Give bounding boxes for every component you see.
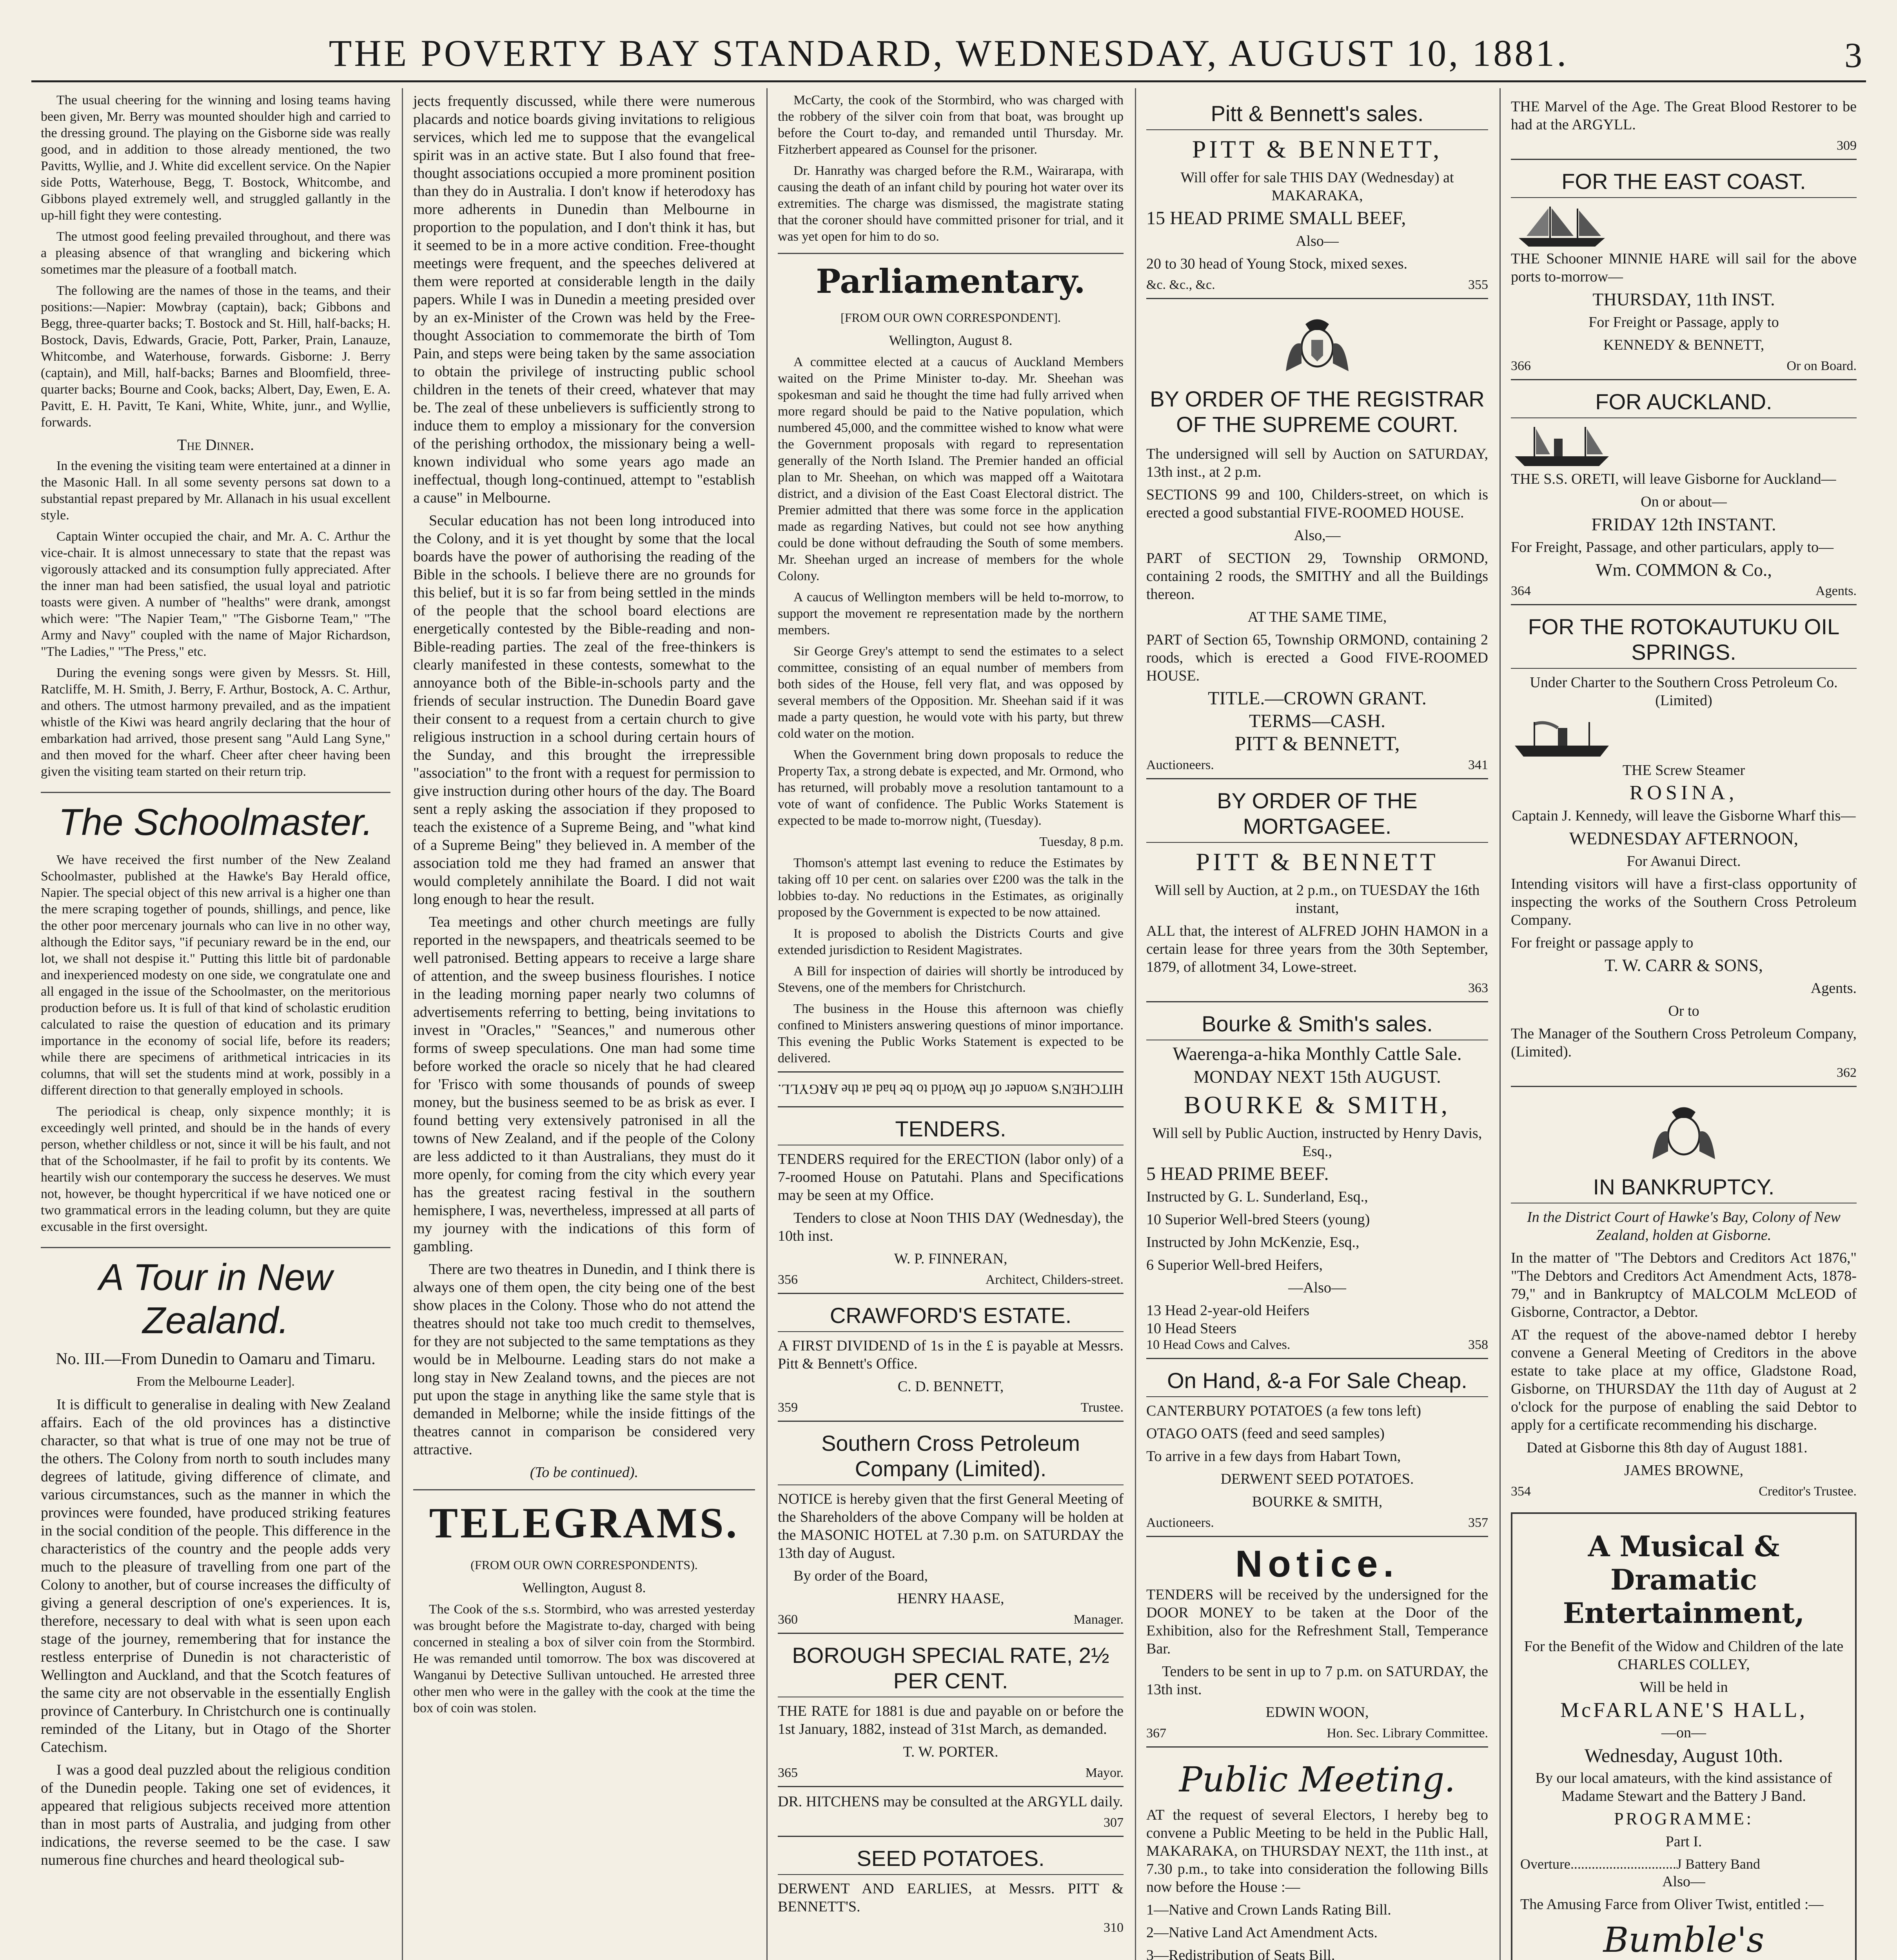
ad-number: 366 [1511, 359, 1531, 373]
registrar-sale-ad [1146, 298, 1488, 778]
ad-text: For the Benefit of the Widow and Children of the late CHARLES COLLEY, [1524, 1638, 1844, 1673]
firm-name: KENNEDY & BENNETT, [1603, 337, 1764, 353]
ad-text: Captain J. Kennedy, will leave the Gisborne Wharf this— [1512, 808, 1856, 824]
column-2 [404, 88, 764, 1960]
ad-text: A FIRST DIVIDEND of 1s in the £ is payable at Messrs. Pitt & Bennett's Office. [778, 1338, 1124, 1372]
masthead-rule [31, 80, 1866, 82]
dinner-paragraph: Captain Winter occupied the chair, and Mr. A. C. Arthur the vice-chair. It is almost unnecessary to state that the repast was vigorously attacked and its consumption fully appreciated. After the inner man had been satisfied, the usual loyal and patriotic toasts were given. A number of "healths" were drank, amongst which were: "The Napier Team," "The Gisborne Team," "The Army and Navy" coupled with the name of Major Richardson, "The Ladies," "The Press," etc. [41, 529, 390, 659]
ad-text: TITLE.—CROWN GRANT. [1208, 688, 1427, 709]
ad-number: 357 [1468, 1515, 1488, 1530]
ad-text: By our local amateurs, with the kind assistance of Madame Stewart and the Battery J Band. [1535, 1770, 1832, 1804]
venue-name: McFARLANE'S HALL, [1560, 1698, 1807, 1722]
ad-text: PART of Section 65, Township ORMOND, containing 2 roods, which is erected a Good FIVE-ROOMED HOUSE. [1146, 632, 1488, 684]
mortgagee-sale-ad [1146, 778, 1488, 1001]
ad-text: MONDAY NEXT 15th AUGUST. [1193, 1067, 1441, 1087]
telegram-paragraph: The Cook of the s.s. Stormbird, who was arrested yesterday was brought before the Magistrate to-day, charged with being concerned in stealing a box of silver coin from the Stormbird. He was remanded until tomorrow. The box was discovered at Wanganui by Detective Sullivan untouched. He arrested three other men who were in the galley with the cook at the time the box of coin was stolen. [413, 1602, 755, 1715]
ad-text: On or about— [1641, 494, 1727, 510]
dinner-paragraph: During the evening songs were given by Messrs. St. Hill, Ratcliffe, M. H. Smith, J. Berry, F. Arthur, Bostock, A. C. Arthur, and others. The utmost harmony prevailed, and as the impatient whistle of the Kiwi was heard angrily declaring that the hour of embarkation had arrived, those present sang "Auld Lang Syne," and then moved for the wharf. Cheer after cheer having been given the visiting team started on their return trip. [41, 666, 390, 779]
ad-text: Will be held in [1639, 1679, 1728, 1695]
team-names-paragraph: The following are the names of those in the teams, and their positions:—Napier: Mowbray (captain), back; Gibbons and Begg, three-quarter backs; T. Bostock and St. Hill, half-backs; H. Bostock, Davis, Edwards, Gracie, Pott, Parker, Prain, Lanauze, Whitcombe, and Waterhouse, forwards. Gisborne: J. Berry (captain), and Mill, half-backs; Barnes and Bloomfield, three-quarter backs; Bourne and Cook, backs; Albert, Day, Ewen, E. A. Pavitt, E. H. Pavitt, Te Kani, White, White, junr., and Wyllie, forwards. [41, 283, 390, 430]
column-3 [768, 88, 1133, 1960]
ad-text: Dated at Gisborne this 8th day of August 1881. [1527, 1439, 1808, 1456]
telegrams-dateline: Wellington, August 8. [522, 1580, 646, 1595]
ad-heading: Southern Cross Petroleum Company (Limited). [778, 1427, 1124, 1485]
parliamentary-paragraph: Sir George Grey's attempt to send the estimates to a select committee, consisting of an equal number of members from both sides of the House, fell very flat, and was opposed by several members of the Opposition. Mr. Sheehan said if it was made a party question, he would vote with his party, but threw cold water on the motion. [778, 644, 1124, 741]
ad-number: 356 [778, 1272, 798, 1287]
ad-text: WEDNESDAY AFTERNOON, [1569, 828, 1799, 848]
telegrams-heading: TELEGRAMS. [413, 1489, 755, 1548]
ad-number: 365 [778, 1766, 798, 1780]
ad-text: For Awanui Direct. [1627, 853, 1741, 869]
ad-number: 362 [1837, 1065, 1857, 1080]
ad-text: Instructed by G. L. Sunderland, Esq., [1146, 1189, 1368, 1205]
parliamentary-paragraph: A Bill for inspection of dairies will shortly be introduced by Stevens, one of the members for Christchurch. [778, 964, 1124, 995]
ad-number: 367 [1146, 1726, 1166, 1740]
ad-text: AT THE SAME TIME, [1247, 609, 1387, 625]
column-divider [1135, 88, 1136, 1960]
ad-role: Trustee. [1080, 1400, 1124, 1415]
programme-heading: PROGRAMME: [1614, 1809, 1754, 1828]
ad-heading: FOR THE EAST COAST. [1511, 165, 1857, 198]
royal-crest-icon [1278, 312, 1356, 375]
tour-paragraph: Secular education has not been long introduced into the Colony, and it is yet thought by some that the local boards have the power of authorising the reading of the Bible in the schools. I believe there are no grounds for this belief, but it is so far from being settled in the minds of the people that the school board elections are energetically contested by the Bible-reading and non-Bible-reading parties. The zeal of the free-thinkers is clearly manifested in these contests, somewhat to the annoyance both of the Bible-in-schools party and the friends of secular instruction. The Dunedin Board gave their consent to a request from a certain church to give religious instruction in a school during certain hours of the Sunday, and this brought the irrepressible "association" to the front with a request for permission to give instruction during other hours of the day. The Board sent a reply asking the association if they proposed to teach the existence of a Supreme Being, and "what kind of a Supreme Being" they believed in. A member of the association told me they had framed an answer that would completely annihilate the Board. I did not wait long enough to hear the result. [413, 512, 755, 907]
ad-text: OTAGO OATS (feed and seed samples) [1146, 1425, 1385, 1442]
hitchens-ad [778, 1786, 1124, 1836]
ad-text: PART of SECTION 29, Township ORMOND, containing 2 roods, the SMITHY and all the Buildings thereon. [1146, 550, 1488, 603]
parliamentary-subheading: [FROM OUR OWN CORRESPONDENT]. [840, 310, 1061, 325]
ad-text: Waerenga-a-hika Monthly Cattle Sale. [1173, 1044, 1462, 1064]
continued-note: (To be continued). [530, 1464, 639, 1481]
ad-text: TENDERS required for the ERECTION (labor only) of a 7-roomed House on Patutahi. Plans and Specifications may be seen at my Office. [778, 1151, 1124, 1203]
tour-heading: A Tour in New Zealand. [41, 1247, 390, 1342]
ad-text: For Freight or Passage, apply to [1588, 314, 1779, 330]
firm-name: BOURKE & SMITH, [1252, 1494, 1383, 1510]
seed-potatoes-ad [778, 1836, 1124, 1941]
ad-heading: BY ORDER OF THE MORTGAGEE. [1146, 785, 1488, 843]
screw-steamer-icon [1511, 714, 1613, 761]
ad-number: 309 [1837, 138, 1857, 153]
ad-text: In the matter of "The Debtors and Creditors Act 1876," "The Debtors and Creditors Act Amendment Acts, 1878-79," and in Bankruptcy of MALCOLM McLEOD of Gisborne, Contractor, a Debtor. [1511, 1250, 1857, 1320]
ad-text: AT the request of the above-named debtor I hereby convene a General Meeting of Creditors in the above estate to take place at my office, Gladstone Road, Gisborne, on THURSDAY the 11th day of August at 2 o'clock for the purpose of enabling the said Debtor to apply for a certificate recommending his discharge. [1511, 1327, 1857, 1433]
column-5 [1501, 88, 1866, 1960]
marvel-ad [1511, 92, 1857, 159]
pitt-bennett-sale-ad [1146, 92, 1488, 298]
parliamentary-paragraph: It is proposed to abolish the Districts Courts and give extended jurisdiction to Resident Magistrates. [778, 926, 1124, 957]
ad-role: Or on Board. [1786, 359, 1857, 373]
ad-text: AT the request of several Electors, I hereby beg to convene a Public Meeting to be held in the Public Hall, MAKARAKA, on THURSDAY NEXT, the 11th inst., at 7.30 p.m., to take into consideration the following Bills now before the House :— [1146, 1807, 1488, 1895]
farce-title: Bumble's [1603, 1920, 1764, 1960]
tour-paragraph: jects frequently discussed, while there were numerous placards and notice boards giving invitations to religious services, which led me to suppose that the evangelical spirit was in an active state. But I also found that free-thought associations occupied a more prominent position than they do in Australia. I don't know if heterodoxy has more adherents in Dunedin than Melbourne in proportion to the population, and I don't think it has, but it seemed to be in a more active condition. Free-thought meetings were frequent, and the speeches delivered at them were reported at considerable length in the daily papers. While I was in Dunedin a meeting presided over by an ex-Minister of the Crown was held by the Free-thought Association to commemorate the birth of Tom Pain, and steps were being taken by the same association to obtain the privilege of instructing public school children in the tenets of their creed, whatever that may be. The zeal of these unbelievers is sufficiently strong to induce them to employ a missionary for the conversion of the perishing orthodox, the missionary being a well-known individual who some years ago made an ineffectual, though long-continued, attempt to "establish a cause" in Melbourne. [413, 93, 755, 506]
hitchens-inverted-ad [778, 1071, 1124, 1106]
southern-cross-ad [778, 1421, 1124, 1633]
auckland-shipping-ad [1511, 379, 1857, 604]
tenders-ad [778, 1106, 1124, 1293]
ad-role: Creditor's Trustee. [1759, 1484, 1857, 1499]
schoolmaster-paragraph: We have received the first number of the New Zealand Schoolmaster, published at the Hawke's Bay Herald office, Napier. The special object of this new arrival is a higher one than the mere scraping together of pounds, shillings, and pence, like the other poor mercenary journals who can live in no other way, although the Editor says, "if pecuniary reward be in the end, our lot, we shall not despise it." Putting this little bit of pardonable and inexperienced modesty on one side, we congratulate one and all engaged in the issue of the Schoolmaster, on the meritorious production before us. It is full of that kind of scholastic erudition calculated to raise the question of education and its primary importance in the economy of social life, before its readers; while there are specimens of arithmetical intricacies in its columns, that will set the students mind at work, possibly in a different direction to that generally employed in schools. [41, 853, 390, 1098]
ship-name: ROSINA, [1629, 782, 1738, 804]
ad-heading: FOR AUCKLAND. [1511, 386, 1857, 418]
ad-text: 15 HEAD PRIME SMALL BEEF, [1146, 208, 1406, 229]
telegram-paragraph: McCarty, the cook of the Stormbird, who was charged with the robbery of the silver coin from that boat, was brought up before the Court to-day, and remanded until Thursday. Mr. Fitzherbert appeared as Counsel for the prisoner. [778, 93, 1124, 157]
programme-part: Part I. [1665, 1833, 1702, 1850]
ad-heading: On Hand, &-a For Sale Cheap. [1146, 1365, 1488, 1397]
firm-name: Wm. COMMON & Co., [1596, 560, 1772, 580]
ad-text: Also— [1662, 1873, 1705, 1890]
public-meeting-ad [1146, 1746, 1488, 1960]
ad-signature: JAMES BROWNE, [1624, 1462, 1744, 1479]
ad-text: 2—Native Land Act Amendment Acts. [1146, 1924, 1378, 1941]
ad-number: 354 [1511, 1484, 1531, 1499]
schoolmaster-paragraph: The periodical is cheap, only sixpence monthly; it is exceedingly well printed, and should be in the hands of every person, whether childless or not, since it will be his fault, and not that of the Schoolmaster, if he fail to profit by its contents. We heartily wish our contemporary the success he deserves. We must not, however, be thought hypercritical if we have noticed one or two grammatical errors in the leading column, but they are quite excusable in the first oversight. [41, 1104, 390, 1234]
ad-role: Agents. [1815, 584, 1857, 598]
ad-text: Also,— [1294, 527, 1341, 544]
ad-text: The undersigned will sell by Auction on SATURDAY, 13th inst., at 2 p.m. [1146, 446, 1488, 480]
parliamentary-paragraph: A caucus of Wellington members will be held to-morrow, to support the movement re representation made by the northern members. [778, 590, 1124, 637]
ad-text: THE RATE for 1881 is due and payable on or before the 1st January, 1882, instead of 31st March, as demanded. [778, 1703, 1124, 1737]
ad-text: —Also— [1288, 1279, 1346, 1296]
ad-text: Or to [1668, 1003, 1699, 1019]
ad-text: Also— [1296, 233, 1339, 249]
ad-signature: T. W. PORTER. [903, 1744, 998, 1760]
ad-text: CANTERBURY POTATOES (a few tons left) [1146, 1403, 1421, 1419]
tour-paragraph: It is difficult to generalise in dealing with New Zealand affairs. Each of the old provinces has a distinctive character, so that what is true of one may not be true of the others. The Colony from north to south includes many degrees of latitude, giving difference of climate, and various circumstances, such as the manner in which the provinces were founded, have produced striking features in the social condition of the people. This difference in the characteristics of the country and the people adds very much to the pleasure of travelling from one part of the Colony to another, but of course increases the difficulty of giving a general description of one's experiences. It is, therefore, necessary to deal with what is seen upon each stage of the journey, remembering that for instance the restless enterprise of Dunedin is not characteristic of Wellington and Auckland, and that the Scotch features of the same city are not observable in the essentially English province of Canterbury. In Christchurch one is continually reminded of the Litany, but in Otago of the Shorter Catechism. [41, 1396, 390, 1755]
ad-text: &c. &c., &c. [1146, 278, 1215, 292]
parliamentary-paragraph: When the Government bring down proposals to reduce the Property Tax, a strong debate is expected, and Mr. Ormond, who has returned, will probably move a resolution tantamount to a vote of want of confidence. The Public Works Statement is expected to be made to-morrow night, (Tuesday). [778, 748, 1124, 828]
ad-signature: HENRY HAASE, [897, 1590, 1004, 1607]
ad-number: 363 [1468, 981, 1488, 995]
ad-role: Auctioneers. [1146, 1515, 1214, 1530]
firm-name: T. W. CARR & SONS, [1605, 956, 1763, 975]
ad-text: THE Schooner MINNIE HARE will sail for the above ports to-morrow— [1511, 250, 1857, 285]
schooner-icon [1511, 203, 1613, 250]
firm-name: PITT & BENNETT, [1192, 135, 1443, 163]
ad-text: TENDERS will be received by the undersigned for the DOOR MONEY to be taken at the Door of the Exhibition, also for the Refreshment Stall, Temperance Bar. [1146, 1586, 1488, 1657]
page-number: 3 [1844, 36, 1862, 75]
ad-heading: CRAWFORD'S ESTATE. [778, 1299, 1124, 1332]
entertainment-heading: A Musical & Dramatic Entertainment, [1563, 1530, 1805, 1630]
ad-text: ALL that, the interest of ALFRED JOHN HAMON in a certain lease for three years from the 30th September, 1879, of allotment 34, Lowe-street. [1146, 923, 1488, 975]
telegram-paragraph: Dr. Hanrathy was charged before the R.M., Wairarapa, with causing the death of an infant child by pouring hot water over its extremities. The charge was dismissed, the magistrate stating that the coroner should have committed prisoner for trial, and it was yet open for him to do so. [778, 163, 1124, 244]
parliamentary-dateline: Wellington, August 8. [889, 332, 1013, 348]
ad-line: 10 Head Cows and Calves. [1146, 1338, 1291, 1352]
ad-text: THE Screw Steamer [1622, 762, 1745, 779]
column-divider [1499, 88, 1501, 1960]
parliamentary-paragraph: The business in the House this afternoon was chiefly confined to Ministers answering questions of minor importance. This evening the Public Works Statement is expected to be delivered. [778, 1002, 1124, 1065]
ad-role: Hon. Sec. Library Committee. [1327, 1726, 1488, 1740]
ad-text: NOTICE is hereby given that the first General Meeting of the Shareholders of the above Company will be holden at the MASONIC HOTEL at 7.30 p.m. on SATURDAY the 13th day of August. [778, 1491, 1124, 1561]
dinner-heading: The Dinner. [177, 436, 254, 454]
ad-role: Architect, Childers-street. [985, 1272, 1124, 1287]
ad-text: By order of the Board, [793, 1568, 928, 1584]
door-money-notice-ad [1146, 1536, 1488, 1746]
ad-text: —on— [1661, 1724, 1706, 1741]
ad-text: Intending visitors will have a first-class opportunity of inspecting the works of the Southern Cross Petroleum Company. [1511, 876, 1857, 928]
ad-number: 360 [778, 1612, 798, 1627]
ad-text: Tenders to be sent in up to 7 p.m. on SATURDAY, the 13th inst. [1146, 1663, 1488, 1698]
ad-text: 3—Redistribution of Seats Bill. [1146, 1947, 1335, 1960]
ad-text: TERMS—CASH. [1249, 711, 1386, 731]
parliamentary-heading: Parliamentary. [778, 253, 1124, 301]
ad-text: Will offer for sale THIS DAY (Wednesday) at MAKARAKA, [1180, 169, 1454, 204]
tour-source: From the Melbourne Leader]. [136, 1374, 295, 1389]
steamship-icon [1511, 423, 1613, 470]
public-meeting-heading: Public Meeting. [1179, 1759, 1456, 1800]
ad-text: Instructed by John McKenzie, Esq., [1146, 1234, 1360, 1250]
musical-entertainment-ad [1511, 1512, 1857, 1960]
notice-heading: Notice. [1235, 1543, 1400, 1585]
ad-signature: W. P. FINNERAN, [894, 1250, 1007, 1267]
bourke-smith-sale-ad [1146, 1001, 1488, 1358]
inverted-ad-text: HITCHEN'S wonder of the World to be had at the ARGYLL. [778, 1082, 1124, 1097]
ad-heading: BOROUGH SPECIAL RATE, 2½ PER CENT. [778, 1639, 1124, 1697]
ad-text: For Freight, Passage, and other particulars, apply to— [1511, 539, 1834, 555]
ad-text: THURSDAY, 11th INST. [1592, 289, 1775, 309]
dinner-paragraph: In the evening the visiting team were entertained at a dinner in the Masonic Hall. In all some seventy persons sat down to a substantial repast prepared by Mr. Allanach in his usual excellent style. [41, 459, 390, 523]
firm-name: PITT & BENNETT [1196, 848, 1439, 876]
ad-text: The Amusing Farce from Oliver Twist, entitled :— [1520, 1896, 1824, 1913]
ad-role: Agents. [1810, 980, 1857, 996]
ad-text: Will sell by Auction, at 2 p.m., on TUESDAY the 16th instant, [1155, 882, 1480, 916]
ad-role: Manager. [1073, 1612, 1124, 1627]
ad-number: 355 [1468, 278, 1488, 292]
ad-text: DERWENT SEED POTATOES. [1220, 1471, 1414, 1487]
programme-item: Overture..............................J Battery Band [1520, 1856, 1760, 1872]
ad-text: 5 HEAD PRIME BEEF. [1146, 1163, 1329, 1184]
on-hand-ad [1146, 1358, 1488, 1536]
borough-rate-ad [778, 1633, 1124, 1786]
ad-signature: EDWIN WOON, [1265, 1704, 1369, 1720]
ad-heading: Pitt & Bennett's sales. [1146, 98, 1488, 130]
column-4 [1137, 88, 1498, 1960]
ad-text: 20 to 30 head of Young Stock, mixed sexes. [1146, 256, 1408, 272]
ad-text: SECTIONS 99 and 100, Childers-street, on which is erected a good substantial FIVE-ROOMED HOUSE. [1146, 486, 1488, 521]
ad-text: Tenders to close at Noon THIS DAY (Wednesday), the 10th inst. [778, 1210, 1124, 1244]
parliamentary-paragraph: A committee elected at a caucus of Auckland Members waited on the Prime Minister to-day. Mr. Sheehan was spokesman and said he thought the time had fully arrived when more regard should be paid to the Native population, which numbered 45,000, and the committee wished to know what were the Government proposals with regard to representation generally of the North Island. The Premier handed an official plan to Mr. Sheehan, on which was mapped off a Waitotara district, and a division of the East Coast Electoral district. The Premier admitted that there was some force in the application made as regarding Natives, but could not see how anything could be done without defrauding the South of some members. Mr. Sheehan urged an increase of members for the whole Colony. [778, 355, 1124, 583]
ad-role: Mayor. [1085, 1766, 1124, 1780]
column-1 [31, 88, 400, 1960]
tour-paragraph: I was a good deal puzzled about the religious condition of the Dunedin people. Taking one set of evidences, it appeared that religious subjects received more attention than in most parts of Australia, and judging from other indications, the reverse seemed to be the case. I saw numerous fine churches and heard theological sub- [41, 1762, 390, 1868]
tour-paragraph: Tea meetings and other church meetings are fully reported in the newspapers, and theatricals seemed to be well patronised. Betting appears to receive a large share of attention, and the sweep business flourishes. I notice in the leading morning paper nearly two columns of advertisements referring to betting, being invitations to invest in "Oracles," "Seances," and numerous other forms of sweep speculations. One man had some time before worked the oracle so nicely that he had cleared for 'Frisco with some thousands of pounds of sweep money, but the business seemed to be as brisk as ever. I found betting very extensively patronised in all the towns of New Zealand, and if the people of the Colony are less addicted to it than Australians, they must do it more openly, for coming from the city which every year has the greatest racing festival in the southern hemisphere, I was, nevertheless, impressed at all parts of my journey with the indications of this form of gambling. [413, 914, 755, 1255]
crawford-estate-ad [778, 1293, 1124, 1421]
ad-text: Will sell by Public Auction, instructed by Henry Davis, Esq., [1152, 1125, 1482, 1160]
ad-text: THE S.S. ORETI, will leave Gisborne for Auckland— [1511, 471, 1836, 487]
football-paragraph: The utmost good feeling prevailed throughout, and there was a pleasing absence of that wrangling and bickering which sometimes mar the pleasure of a football match. [41, 229, 390, 277]
ad-text: FRIDAY 12th INSTANT. [1591, 514, 1776, 534]
event-date: Wednesday, August 10th. [1584, 1744, 1783, 1766]
ad-heading: BY ORDER OF THE REGISTRAR OF THE SUPREME COURT. [1150, 387, 1485, 437]
ad-text: Under Charter to the Southern Cross Petroleum Co. (Limited) [1530, 674, 1838, 709]
ad-text: For freight or passage apply to [1511, 935, 1694, 951]
tour-subheading: No. III.—From Dunedin to Oamaru and Timaru. [56, 1350, 376, 1368]
ad-number: 341 [1468, 758, 1488, 772]
ad-text: THE Marvel of the Age. The Great Blood Restorer to be had at the ARGYLL. [1511, 98, 1857, 133]
firm-name: PITT & BENNETT, [1234, 733, 1400, 755]
ad-heading: Bourke & Smith's sales. [1146, 1008, 1488, 1040]
ad-text: 10 Superior Well-bred Steers (young) [1146, 1211, 1370, 1228]
ad-text: The Manager of the Southern Cross Petroleum Company, (Limited). [1511, 1025, 1857, 1060]
ad-text: DERWENT AND EARLIES, at Messrs. PITT & BENNETT'S. [778, 1880, 1124, 1915]
masthead [31, 27, 1866, 78]
ad-text: DR. HITCHENS may be consulted at the ARGYLL daily. [778, 1793, 1123, 1810]
ad-number: 364 [1511, 584, 1531, 598]
ad-heading: IN BANKRUPTCY. [1511, 1171, 1857, 1203]
ad-number: 358 [1468, 1338, 1488, 1352]
parliamentary-paragraph: Thomson's attempt last evening to reduce the Estimates by taking off 10 per cent. on salaries over £200 was the talk in the lobbies to-day. No reductions in the Estimates, as originally proposed by the Government is expected to be now attained. [778, 856, 1124, 920]
ad-heading: SEED POTATOES. [778, 1842, 1124, 1875]
masthead-title: THE POVERTY BAY STANDARD, WEDNESDAY, AUGUST 10, 1881. [329, 32, 1569, 74]
telegrams-subheading: (FROM OUR OWN CORRESPONDENTS). [470, 1558, 698, 1572]
football-paragraph: The usual cheering for the winning and losing teams having been given, Mr. Berry was mounted shoulder high and carried to the dressing ground. The playing on the Gisborne side was really good, and in addition to those already mentioned, the two Pavitts, Wyllie, and J. White did excellent service. On the Napier side Potts, Waterhouse, Begg, T. Bostock, Whitcombe, and Gibbons played extremely well, and struggled gallantly in the up-hill fight they were contesting. [41, 93, 390, 223]
firm-name: BOURKE & SMITH, [1184, 1091, 1451, 1119]
ad-line: 10 Head Steers [1146, 1320, 1237, 1337]
ad-text: 1—Native and Crown Lands Rating Bill. [1146, 1902, 1391, 1918]
ad-number: 307 [1104, 1815, 1124, 1830]
ad-heading: TENDERS. [778, 1113, 1124, 1145]
ad-text: To arrive in a few days from Habart Town, [1146, 1448, 1401, 1465]
tour-paragraph: There are two theatres in Dunedin, and I think there is always one of them open, the city being one of the best show places in the Colony. Those who do not attend the theatres should not take too much credit to themselves, for they are not subjected to the same temptations as they would be in Melbourne. Leading stars do not make a long stay in New Zealand towns, and the pieces are not put upon the stage in anything like the same style that is demanded in Melborne; while the inside fittings of the theatres cannot in comparison be considered very attractive. [413, 1261, 755, 1458]
royal-crest-icon [1645, 1100, 1723, 1163]
ad-number: 310 [1104, 1920, 1124, 1935]
column-divider [402, 88, 403, 1960]
ad-role: Auctioneers. [1146, 758, 1214, 772]
ad-text: 6 Superior Well-bred Heifers, [1146, 1257, 1323, 1273]
ad-text: In the District Court of Hawke's Bay, Colony of New Zealand, holden at Gisborne. [1527, 1209, 1841, 1243]
rotokautuku-shipping-ad [1511, 604, 1857, 1086]
ad-signature: C. D. BENNETT, [897, 1378, 1004, 1395]
bankruptcy-ad [1511, 1086, 1857, 1504]
column-divider [766, 88, 768, 1960]
ad-line: 13 Head 2-year-old Heifers [1146, 1302, 1309, 1319]
east-coast-shipping-ad [1511, 159, 1857, 379]
parliamentary-dateline: Tuesday, 8 p.m. [1039, 835, 1124, 849]
ad-heading: FOR THE ROTOKAUTUKU OIL SPRINGS. [1511, 611, 1857, 669]
schoolmaster-heading: The Schoolmaster. [41, 792, 390, 844]
ad-number: 359 [778, 1400, 798, 1415]
